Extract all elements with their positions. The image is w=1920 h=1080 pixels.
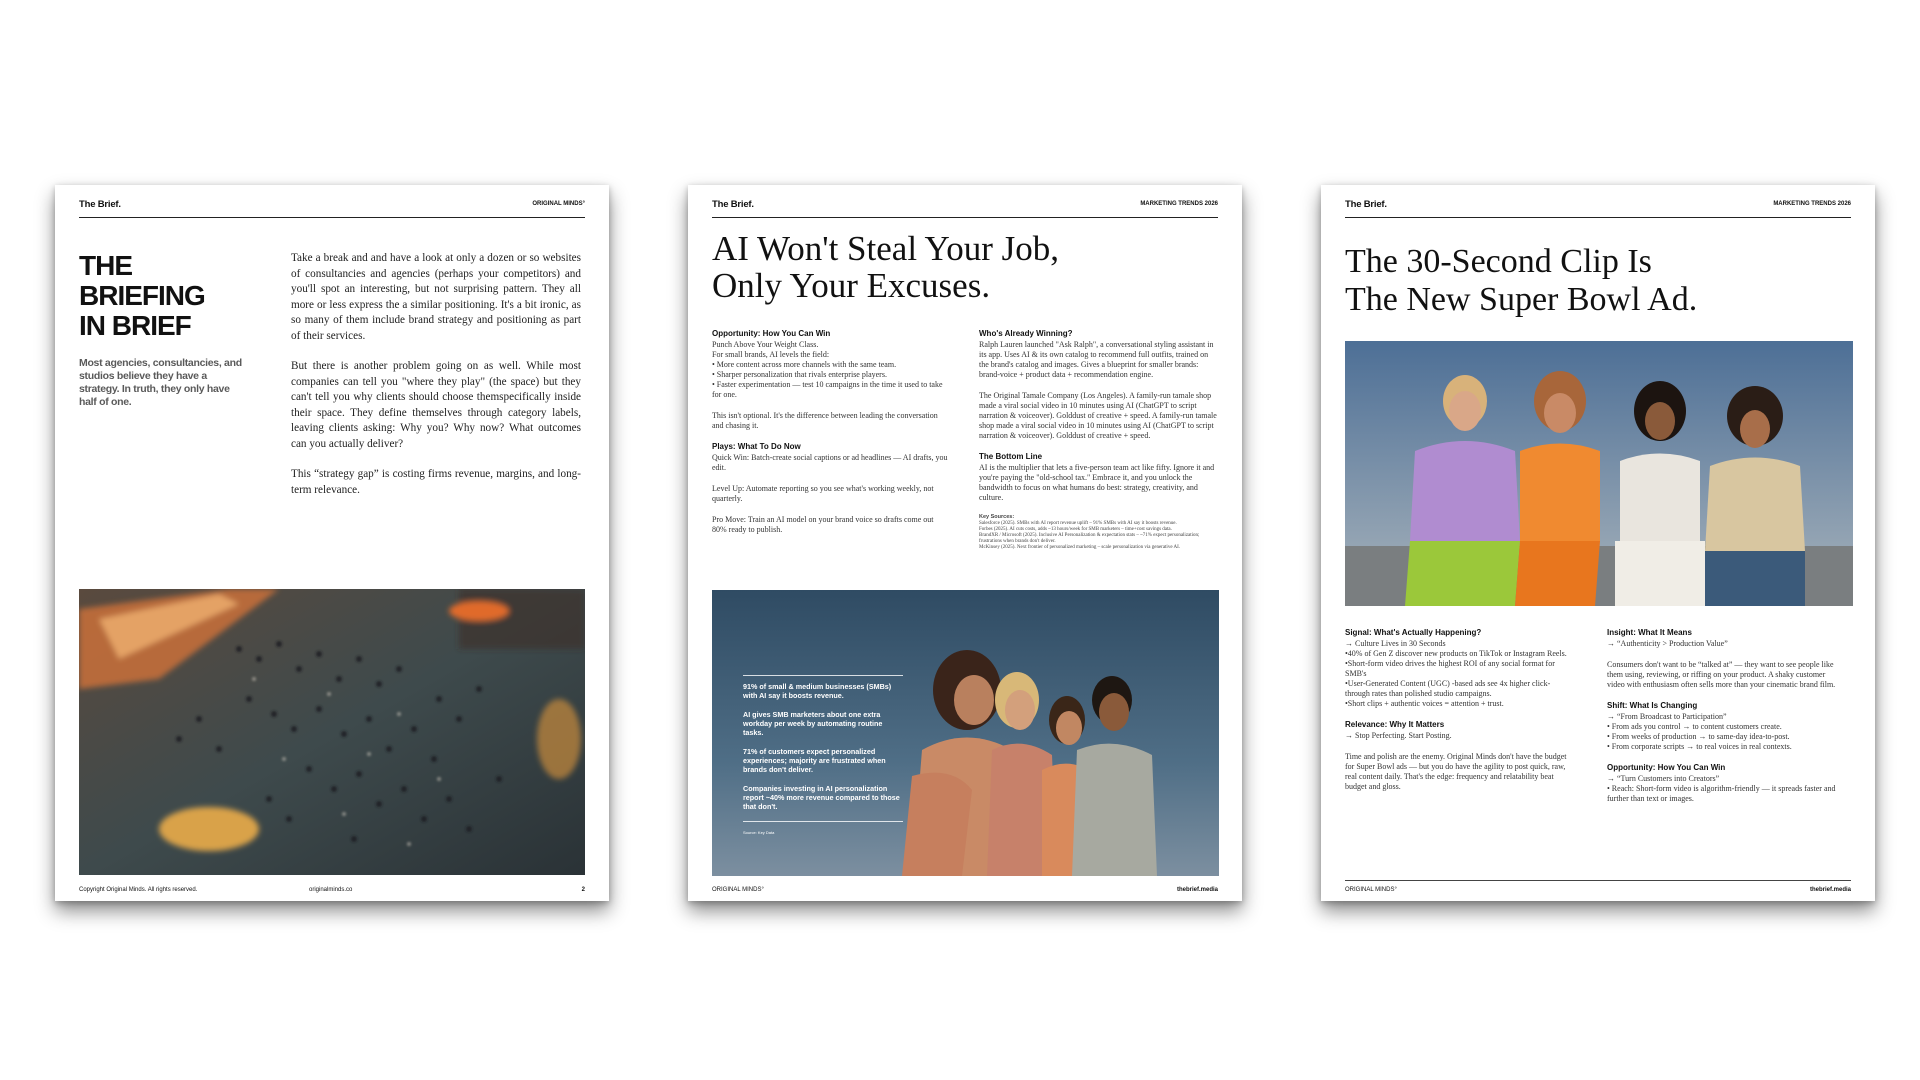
paragraph: → Stop Perfecting. Start Posting. [1345, 731, 1452, 740]
brand-logo: The Brief. [79, 199, 121, 210]
paragraph: Pro Move: Train an AI model on your brand voice so drafts come out 80% ready to publish. [712, 515, 934, 534]
section-heading: Plays: What To Do Now [712, 442, 801, 451]
headline-line: BRIEFING [79, 280, 205, 311]
left-column [712, 329, 950, 546]
title-line: AI Won't Steal Your Job, [712, 229, 1060, 268]
headline-line: THE [79, 250, 132, 281]
text-line: •Short-form video drives the highest ROI of any social format for SMB's [1345, 659, 1555, 678]
section-heading: Insight: What It Means [1607, 628, 1692, 637]
paragraph [1607, 712, 1845, 752]
paragraph: This “strategy gap” is costing firms revenue, margins, and long-term relevance. [291, 468, 581, 496]
paragraph: Level Up: Automate reporting so you see what's working weekly, not quarterly. [712, 484, 934, 503]
left-column [1345, 628, 1575, 803]
publisher-tag: ORIGINAL MINDS° [532, 201, 585, 207]
group-sunset-photo [712, 590, 1219, 876]
crowd-street-photo [79, 589, 585, 875]
brand-footer: ORIGINAL MINDS° [712, 887, 764, 893]
website-url: originalminds.co [309, 887, 353, 893]
paragraph: Consumers don't want to be “talked at” — they want to see people like them using, reviewing, or riffing on your product. A shaky customer video with enthusiasm often sells more than your cinematic brand film. [1607, 660, 1836, 689]
text-line: For small brands, AI levels the field: [712, 350, 830, 359]
text-line: Punch Above Your Weight Class. [712, 340, 819, 349]
paragraph [1607, 774, 1845, 804]
paragraph: Ralph Lauren launched "Ask Ralph", a conversational styling assistant in its app. Uses AI & its own catalog to recommend full outfits, trained on the brand's catalog and images. Gives a blueprint for smaller brands: brand-voice + product data + recommendation engine. [979, 340, 1214, 379]
paragraph: Quick Win: Batch-create social captions or ad headlines — AI drafts, you edit. [712, 453, 948, 472]
page-header [79, 199, 585, 218]
website-url: thebrief.media [1176, 887, 1218, 893]
source-item: McKinsey (2025). Next frontier of personalized marketing – scale personalization via generative AI. [979, 545, 1181, 550]
page-header [712, 199, 1218, 218]
publication-tag: MARKETING TRENDS 2026 [1140, 201, 1218, 207]
paragraph: Take a break and and have a look at only a dozen or so websites of consultancies and agencies (perhaps your competitors) and you'll spot an interesting, but not surprising pattern. They all more or less express the a similar positioning. It's a bit ironic, as so many of them include brand strategy and positioning as part of their services. [291, 252, 581, 342]
key-sources [979, 514, 1217, 551]
text-line: → Culture Lives in 30 Seconds [1345, 639, 1446, 648]
paragraph: → “Authenticity > Production Value” [1607, 639, 1728, 648]
text-line: •Short clips + authentic voices = attention + trust. [1345, 699, 1504, 708]
publication-tag: MARKETING TRENDS 2026 [1773, 201, 1851, 207]
website-url: thebrief.media [1809, 887, 1851, 893]
page-header [1345, 199, 1851, 218]
footer-divider [1345, 880, 1851, 881]
source-item: Forbes (2025). AI cuts costs, adds ~13 hours/week for SMB marketers – time+cost savings data. [979, 527, 1172, 532]
text-line: • From corporate scripts → to real voices in real contexts. [1607, 742, 1792, 751]
section-heading: Opportunity: How You Can Win [1607, 763, 1726, 772]
text-line: • Sharper personalization that rivals enterprise players. [712, 370, 887, 379]
copyright-text: Copyright Original Minds. All rights reserved. [79, 887, 198, 893]
divider [743, 821, 903, 822]
title-line: The New Super Bowl Ad. [1345, 281, 1698, 318]
page-title [712, 230, 1059, 304]
text-line: •40% of Gen Z discover new products on TikTok or Instagram Reels. [1345, 649, 1567, 658]
paragraph [712, 340, 950, 400]
text-line: → “From Broadcast to Participation” [1607, 712, 1727, 721]
section-heading: Opportunity: How You Can Win [712, 329, 831, 338]
text-line: • More content across more channels with the same team. [712, 360, 897, 369]
text-line: • Reach: Short-form video is algorithm-friendly — it spreads faster and further than text or images. [1607, 784, 1836, 803]
stat-item: 91% of small & medium businesses (SMBs) with AI say it boosts revenue. [743, 682, 892, 700]
brand-footer: ORIGINAL MINDS° [1345, 887, 1397, 893]
stats-source: Source: Key Data [743, 830, 775, 835]
ai-trends-page [688, 185, 1242, 901]
paragraph: This isn't optional. It's the difference between leading the conversation and chasing it. [712, 411, 938, 430]
paragraph: Time and polish are the enemy. Original Minds don't have the budget for Super Bowl ads — but you do have the agility to post quick, raw, real content daily. That's the edge: frequency and relatability beat budget and gloss. [1345, 752, 1567, 791]
paragraph: AI is the multiplier that lets a five-person team act like fifty. Ignore it and you're paying the "old-school tax." Embrace it, and you unlock the bandwidth to focus on what humans do best: strategy, creativity, and culture. [979, 463, 1215, 502]
body-text [291, 251, 581, 513]
stats-overlay [743, 675, 903, 837]
text-line: • Faster experimentation — test 10 campaigns in the time it used to take for one. [712, 380, 943, 399]
headline-line: IN BRIEF [79, 310, 191, 341]
section-heading: Relevance: Why It Matters [1345, 720, 1445, 729]
stat-item: Companies investing in AI personalization report ~40% more revenue compared to those that don't. [743, 784, 900, 811]
right-column [979, 329, 1217, 551]
section-heading: Signal: What's Actually Happening? [1345, 628, 1482, 637]
text-line: → “Turn Customers into Creators” [1607, 774, 1720, 783]
source-item: BrandXR / Microsoft (2025). Inclusive AI Personalization & expectation stats – ~71% expect personalization; frustrations when brands don't deliver. [979, 533, 1200, 544]
paragraph [1345, 639, 1575, 709]
text-line: •User-Generated Content (UGC) -based ads see 4x higher click-through rates than polished studio campaigns. [1345, 679, 1551, 698]
text-line: • From weeks of production → to same-day idea-to-post. [1607, 732, 1790, 741]
paragraph: But there is another problem going on as well. While most companies can tell you "where they play" (the space) but they can't tell you why clients should choose themspecifically inside their space. They define themselves through category labels, leaving clients asking: Why you? Why now? What outcomes can you actually deliver? [291, 360, 581, 450]
section-heading: Who's Already Winning? [979, 329, 1073, 338]
page-headline [79, 251, 205, 341]
subheadline: Most agencies, consultancies, and studios believe they have a strategy. In truth, they only have half of one. [79, 357, 242, 408]
divider [743, 675, 903, 676]
briefing-page [55, 185, 609, 901]
section-heading: Shift: What Is Changing [1607, 701, 1698, 710]
title-line: The 30-Second Clip Is [1345, 243, 1652, 280]
page-title [1345, 243, 1697, 319]
title-line: Only Your Excuses. [712, 266, 991, 305]
stat-item: AI gives SMB marketers about one extra workday per week by automating routine tasks. [743, 710, 883, 737]
short-video-page [1321, 185, 1875, 901]
text-line: • From ads you control → to content customers create. [1607, 722, 1782, 731]
section-heading: The Bottom Line [979, 452, 1043, 461]
friends-group-photo [1345, 341, 1853, 606]
stat-item: 71% of customers expect personalized experiences; majority are frustrated when brands don't deliver. [743, 747, 886, 774]
brand-logo: The Brief. [712, 199, 754, 210]
page-number: 2 [581, 887, 585, 893]
brand-logo: The Brief. [1345, 199, 1387, 210]
right-column [1607, 628, 1845, 815]
sources-label: Key Sources: [979, 514, 1015, 520]
source-item: Salesforce (2025). SMBs with AI report revenue uplift – 91% SMBs with AI say it boosts revenue. [979, 521, 1177, 526]
paragraph: The Original Tamale Company (Los Angeles). A family-run tamale shop made a viral social video in 10 minutes using AI (ChatGPT to script narration & voiceover). Golddust of creative + speed. A family-run tamale shop made a viral social video in 10 minutes using AI (ChatGPT to script narration & voiceover). Golddust of creative + speed. [979, 391, 1217, 440]
